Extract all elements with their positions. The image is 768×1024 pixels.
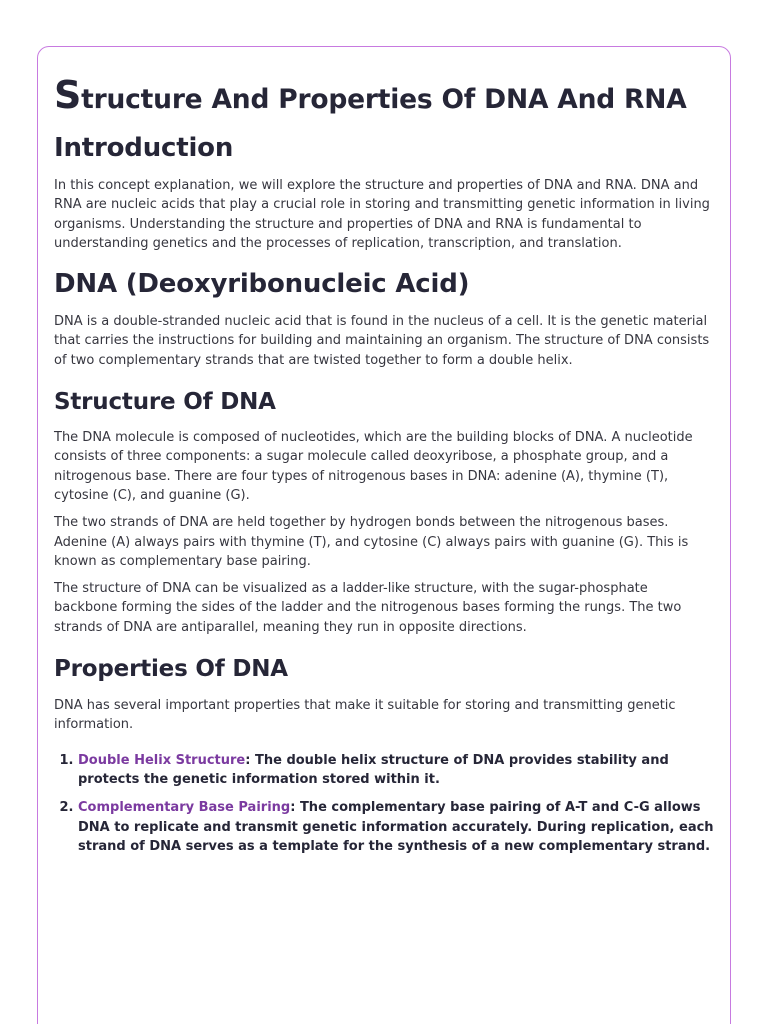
list-item [78,751,714,790]
properties-heading: Properties Of DNA [54,656,288,683]
introduction-text: In this concept explanation, we will explore the structure and properties of DNA and RNA. DNA and RNA are nucleic acids that play a crucial role in storing and transmitting genetic information in living organisms. Understanding the structure and properties of DNA and RNA is fundamental to understanding genetics and the processes of replication, transcription, and translation. [54,178,710,251]
list-item-text: : The double helix structure of DNA provides stability and protects the genetic information stored within it. [78,752,669,787]
structure-paragraph: The DNA molecule is composed of nucleotides, which are the building blocks of DNA. A nucleotide consists of three components: a sugar molecule called deoxyribose, a phosphate group, and a nitrogenous base. There are four types of nitrogenous bases in DNA: adenine (A), thymine (T), cytosine (C), and guanine (G). [54,430,693,503]
document-content [54,71,714,856]
structure-paragraph: The structure of DNA can be visualized as a ladder-like structure, with the sugar-phosphate backbone forming the sides of the ladder and the nitrogenous bases forming the rungs. The two strands of DNA are antiparallel, meaning they run in opposite directions. [54,581,682,635]
structure-paragraph: The two strands of DNA are held together by hydrogen bonds between the nitrogenous bases. Adenine (A) always pairs with thymine (T), and cytosine (C) always pairs with guanine (G). This is known as complementary base pairing. [54,515,689,569]
document-card [37,46,731,1024]
list-item-term: Complementary Base Pairing [78,800,291,816]
properties-intro: DNA has several important properties that make it suitable for storing and transmitting genetic information. [54,698,676,733]
dna-text: DNA is a double-stranded nucleic acid that is found in the nucleus of a cell. It is the genetic material that carries the instructions for building and maintaining an organism. The structure of DNA consists of two complementary strands that are twisted together to form a double helix. [54,314,710,368]
title-drop-letter: S [54,73,82,117]
dna-heading: DNA (Deoxyribonucleic Acid) [54,269,470,300]
properties-list [54,751,714,856]
title-rest: tructure And Properties Of DNA And RNA [81,84,687,115]
list-item-term: Double Helix Structure [78,752,246,768]
list-item [78,798,714,856]
structure-heading: Structure Of DNA [54,389,276,416]
introduction-heading: Introduction [54,133,234,163]
list-item-text: : The complementary base pairing of A-T and C-G allows DNA to replicate and transmit genetic information accurately. During replication, each strand of DNA serves as a template for the synthesis of a new complementary strand. [78,800,714,854]
page-title [54,71,714,124]
